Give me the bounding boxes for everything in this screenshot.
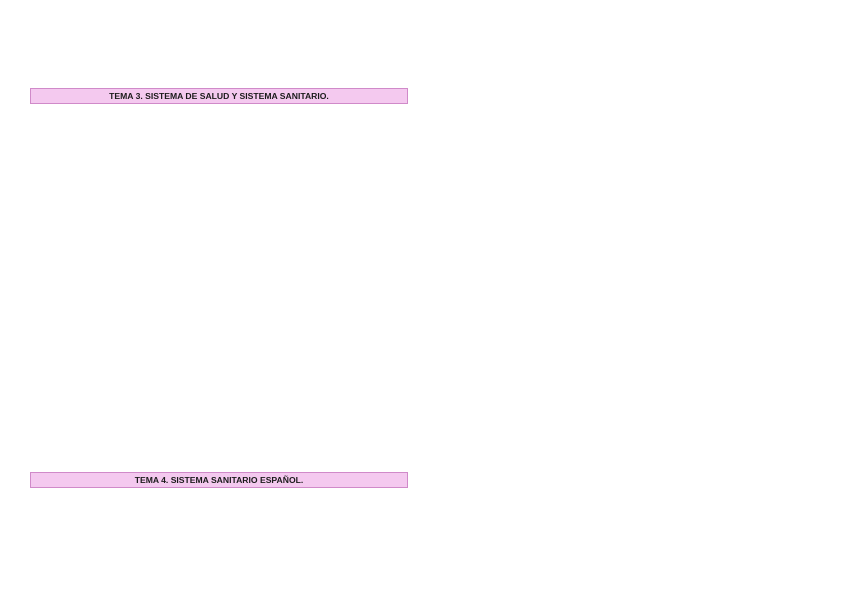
section-heading-tema-3: TEMA 3. SISTEMA DE SALUD Y SISTEMA SANITARIO. [30,88,408,104]
section-heading-tema-4: TEMA 4. SISTEMA SANITARIO ESPAÑOL. [30,472,408,488]
